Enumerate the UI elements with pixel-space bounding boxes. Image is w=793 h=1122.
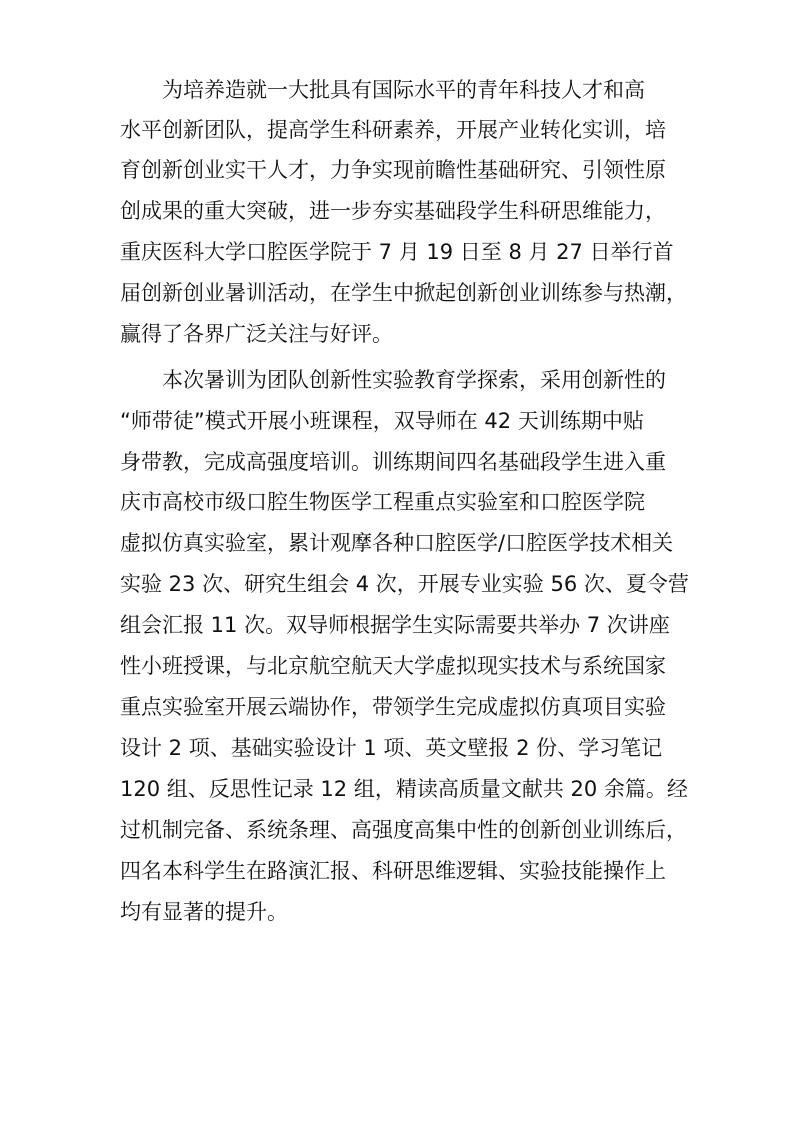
text-line: 本次暑训为团队创新性实验教育学探索，采用创新性的 — [162, 368, 666, 392]
text-line: 虚拟仿真实验室，累计观摩各种口腔医学/口腔医学技术相关 — [120, 531, 674, 555]
text-line: 过机制完备、系统条理、高强度高集中性的创新创业训练后， — [120, 818, 687, 842]
text-line: 为培养造就一大批具有国际水平的青年科技人才和高 — [162, 78, 645, 102]
text-line: 四名本科学生在路演汇报、科研思维逻辑、实验技能操作上 — [120, 859, 666, 883]
text-line: 重点实验室开展云端协作，带领学生完成虚拟仿真项目实验 — [120, 695, 666, 719]
text-line: 设计 2 项、基础实验设计 1 项、英文壁报 2 份、学习笔记 — [120, 736, 663, 760]
text-line: 赢得了各界广泛关注与好评。 — [120, 322, 393, 346]
text-line: “师带徒”模式开展小班课程，双导师在 42 天训练期中贴 — [120, 409, 644, 433]
text-line: 组会汇报 11 次。双导师根据学生实际需要共举办 7 次讲座 — [120, 613, 670, 637]
text-line: 重庆医科大学口腔医学院于 7 月 19 日至 8 月 27 日举行首 — [120, 240, 674, 264]
text-line: 庆市高校市级口腔生物医学工程重点实验室和口腔医学院 — [120, 490, 645, 514]
text-line: 育创新创业实干人才，力争实现前瞻性基础研究、引领性原 — [120, 158, 666, 182]
text-line: 性小班授课，与北京航空航天大学虚拟现实技术与系统国家 — [120, 654, 666, 678]
text-line: 实验 23 次、研究生组会 4 次，开展专业实验 56 次、夏令营 — [120, 572, 689, 596]
text-line: 水平创新团队，提高学生科研素养，开展产业转化实训，培 — [120, 118, 666, 142]
text-line: 创成果的重大突破，进一步夯实基础段学生科研思维能力， — [120, 199, 666, 223]
text-line: 均有显著的提升。 — [120, 900, 288, 924]
text-line: 届创新创业暑训活动，在学生中掀起创新创业训练参与热潮， — [120, 281, 687, 305]
text-line: 身带教，完成高强度培训。训练期间四名基础段学生进入重 — [120, 450, 666, 474]
text-line: 120 组、反思性记录 12 组，精读高质量文献共 20 余篇。经 — [120, 777, 688, 801]
